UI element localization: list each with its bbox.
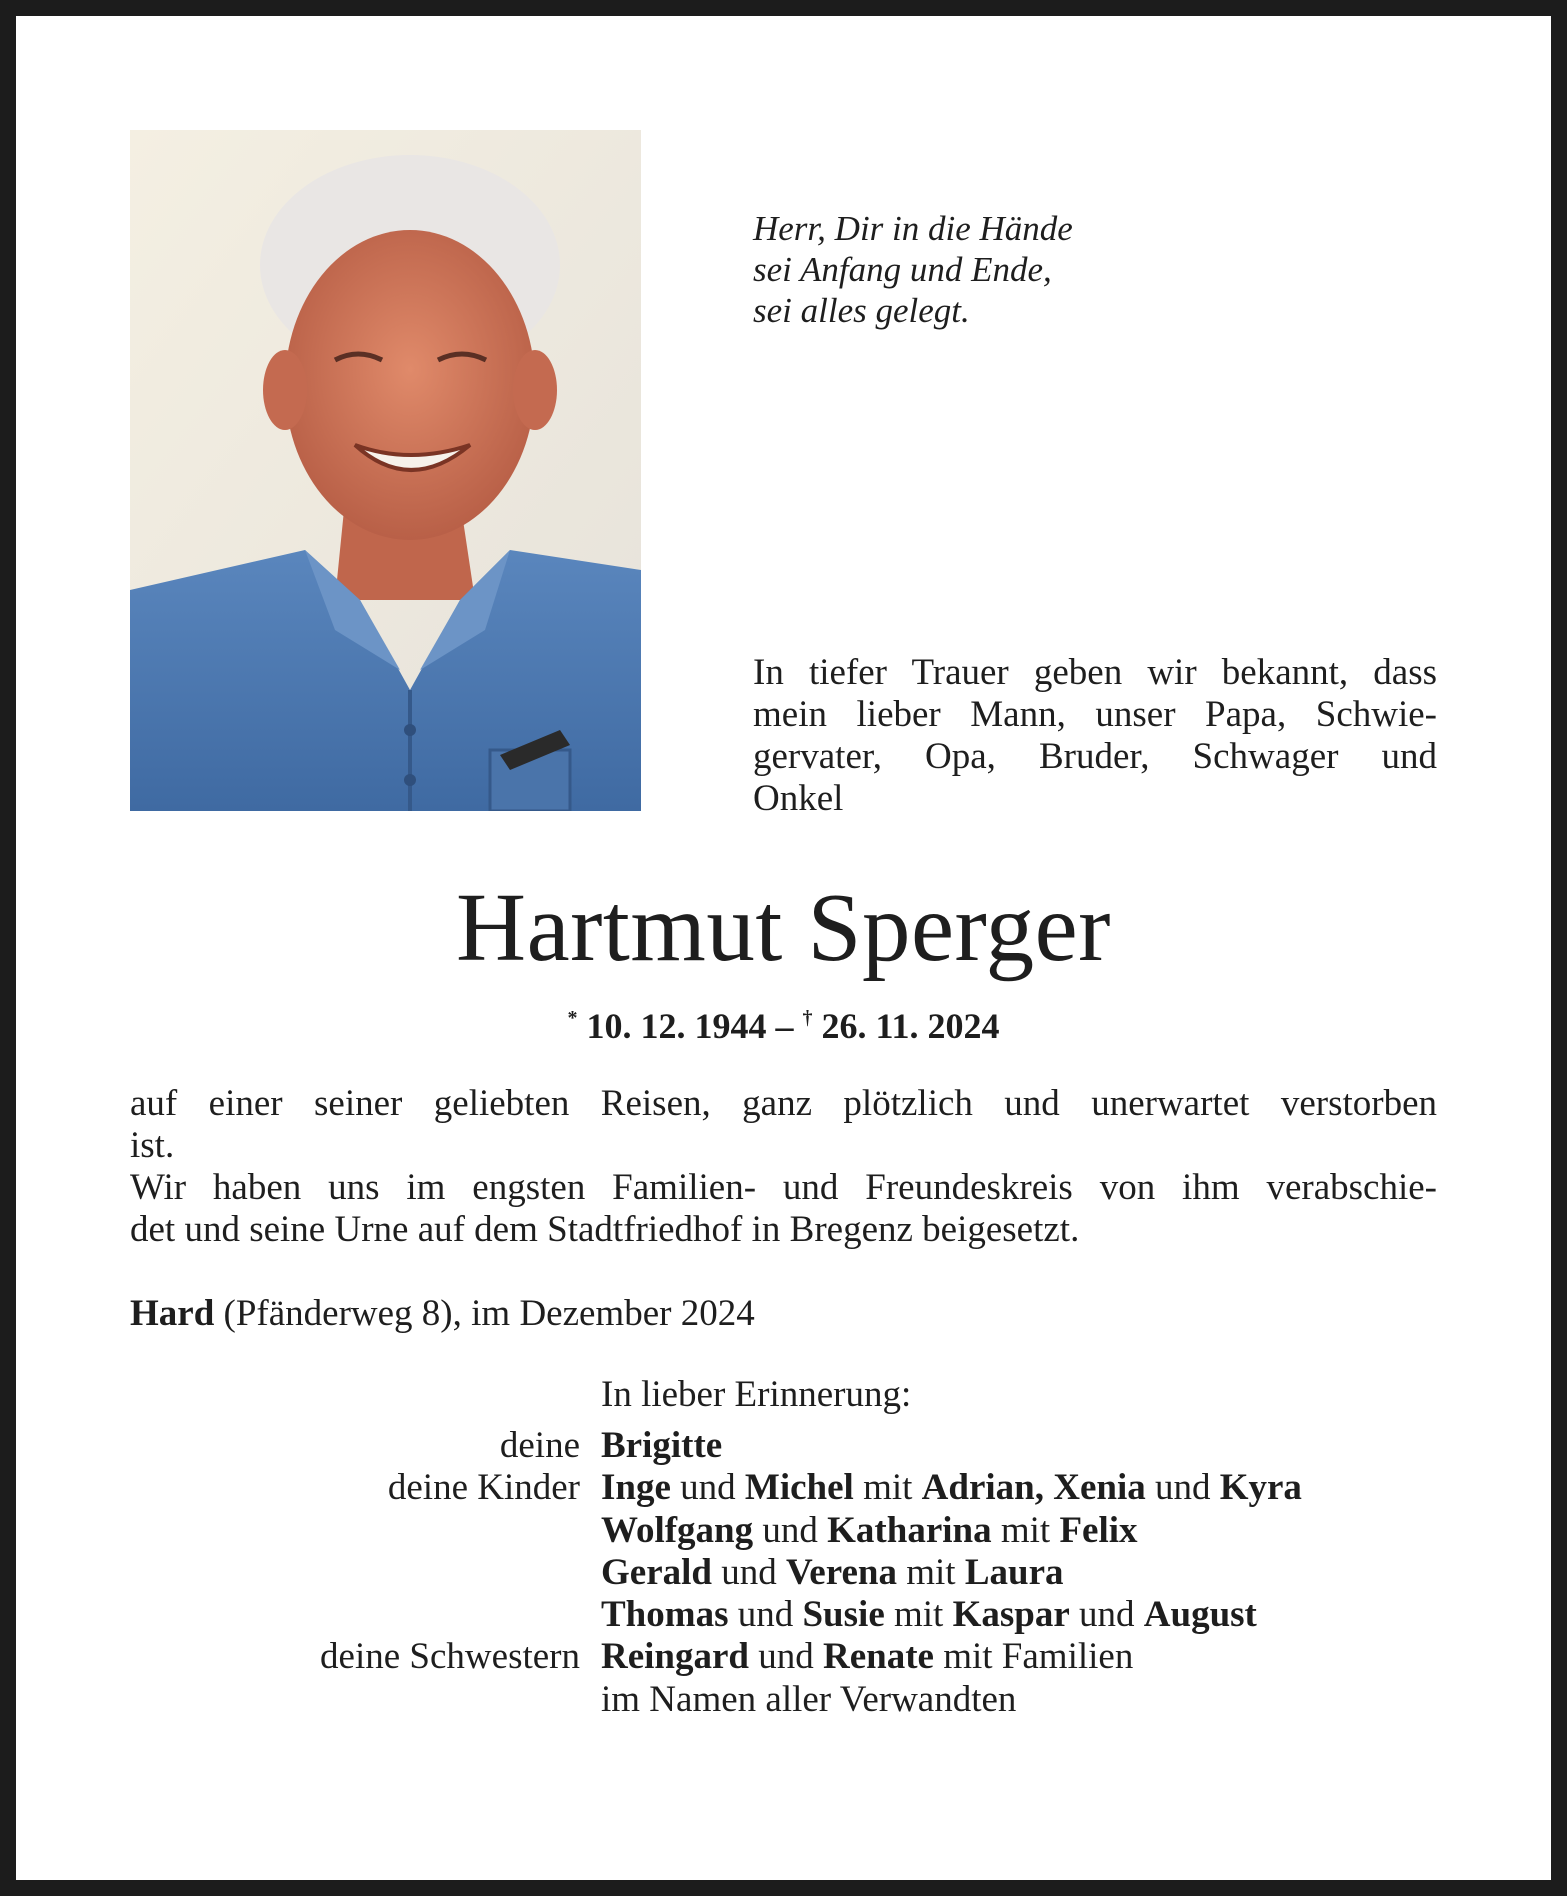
mourner-connector: mit (896, 1551, 965, 1593)
mourner-connector: im Namen aller Verwandten (601, 1678, 1017, 1720)
mourner-connector: und (753, 1509, 828, 1551)
death-symbol: † (802, 1007, 813, 1029)
mourner-name: Thomas (601, 1594, 729, 1636)
verse-line: sei alles gelegt. (753, 291, 970, 330)
verse-line: sei Anfang und Ende, (753, 250, 1052, 289)
mourner-name: Laura (964, 1551, 1064, 1593)
death-date: 26. 11. 2024 (821, 1006, 1000, 1046)
deceased-name: Hartmut Sperger (456, 874, 1111, 981)
intro-line: In tiefer Trauer geben wir bekannt, dass (753, 652, 1437, 693)
life-dates (0, 996, 1567, 1048)
place-town: Hard (130, 1293, 215, 1334)
mourner-relation: deine Kinder (387, 1467, 580, 1509)
mourner-name: Felix (1059, 1509, 1138, 1551)
mourner-name: Reingard (601, 1636, 749, 1678)
place-rest: (Pfänderweg 8), im Dezember 2024 (214, 1293, 755, 1334)
mourner-connector: und (711, 1551, 786, 1593)
mourner-row (130, 1425, 1437, 1467)
mourner-name: August (1143, 1594, 1257, 1636)
intro-line: mein lieber Mann, unser Papa, Schwie- (753, 694, 1437, 735)
message-line: Wir haben uns im engsten Familien- und Freundeskreis von ihm verabschie- (130, 1167, 1437, 1208)
mourner-row (130, 1510, 1437, 1552)
mourner-name: Kyra (1219, 1467, 1302, 1509)
mourner-name: Susie (802, 1594, 885, 1636)
mourner-connector: und (749, 1636, 823, 1678)
intro-line: Onkel (753, 778, 844, 819)
verse (753, 208, 1073, 331)
mourner-row (130, 1467, 1437, 1509)
death-message (130, 1083, 1437, 1251)
mourner-name: Wolfgang (601, 1509, 754, 1551)
mourner-row (130, 1636, 1437, 1678)
birth-symbol: * (567, 1007, 578, 1029)
mourner-connector: mit Familien (933, 1636, 1134, 1678)
mourner-connector: und (728, 1594, 803, 1636)
mourner-relation (130, 1510, 601, 1552)
mourner-connector: mit (884, 1594, 953, 1636)
message-line: auf einer seiner geliebten Reisen, ganz plötzlich und unerwartet verstorben (130, 1083, 1437, 1124)
mourner-name: Gerald (601, 1551, 712, 1593)
birth-date: 10. 12. 1944 (586, 1006, 767, 1046)
mourner-relation (130, 1594, 601, 1636)
message-line: ist. (130, 1125, 175, 1166)
mourner-name: Brigitte (601, 1425, 723, 1466)
mourner-names (601, 1679, 1016, 1721)
mourner-names (601, 1594, 1257, 1636)
mourner-relation: deine Schwestern (320, 1636, 580, 1678)
mourner-relation (130, 1552, 601, 1594)
mourner-name: Renate (823, 1636, 934, 1678)
intro-line: gervater, Opa, Bruder, Schwager und (753, 736, 1437, 777)
mourner-names (601, 1636, 1133, 1678)
memory-heading: In lieber Erinnerung: (601, 1374, 912, 1415)
mourner-name: Adrian, Xenia (921, 1467, 1146, 1509)
mourner-connector: mit (991, 1509, 1060, 1551)
date-dash: – (775, 1006, 794, 1046)
place-and-date (130, 1293, 755, 1335)
mourner-connector: mit (853, 1467, 922, 1509)
mourner-names (601, 1510, 1138, 1552)
portrait-photo (130, 130, 641, 811)
mourner-name: Katharina (827, 1509, 992, 1551)
mourner-connector: und (670, 1467, 745, 1509)
verse-line: Herr, Dir in die Hände (753, 209, 1073, 248)
mourner-relation (130, 1679, 601, 1721)
mourner-name: Michel (744, 1467, 854, 1509)
mourner-row (130, 1594, 1437, 1636)
mourner-row (130, 1552, 1437, 1594)
mourners-list (130, 1425, 1437, 1721)
mourner-relation: deine (499, 1425, 580, 1466)
mourner-name: Kaspar (952, 1594, 1070, 1636)
mourner-name: Verena (785, 1551, 897, 1593)
announcement-intro (753, 652, 1437, 820)
mourner-name: Inge (601, 1467, 671, 1509)
message-line: det und seine Urne auf dem Stadtfriedhof in Bregenz beigesetzt. (130, 1209, 1080, 1250)
mourner-row (130, 1679, 1437, 1721)
mourner-connector: und (1069, 1594, 1144, 1636)
mourner-names (601, 1425, 722, 1467)
mourner-names (601, 1467, 1302, 1509)
mourner-connector: und (1145, 1467, 1220, 1509)
mourner-names (601, 1552, 1064, 1594)
